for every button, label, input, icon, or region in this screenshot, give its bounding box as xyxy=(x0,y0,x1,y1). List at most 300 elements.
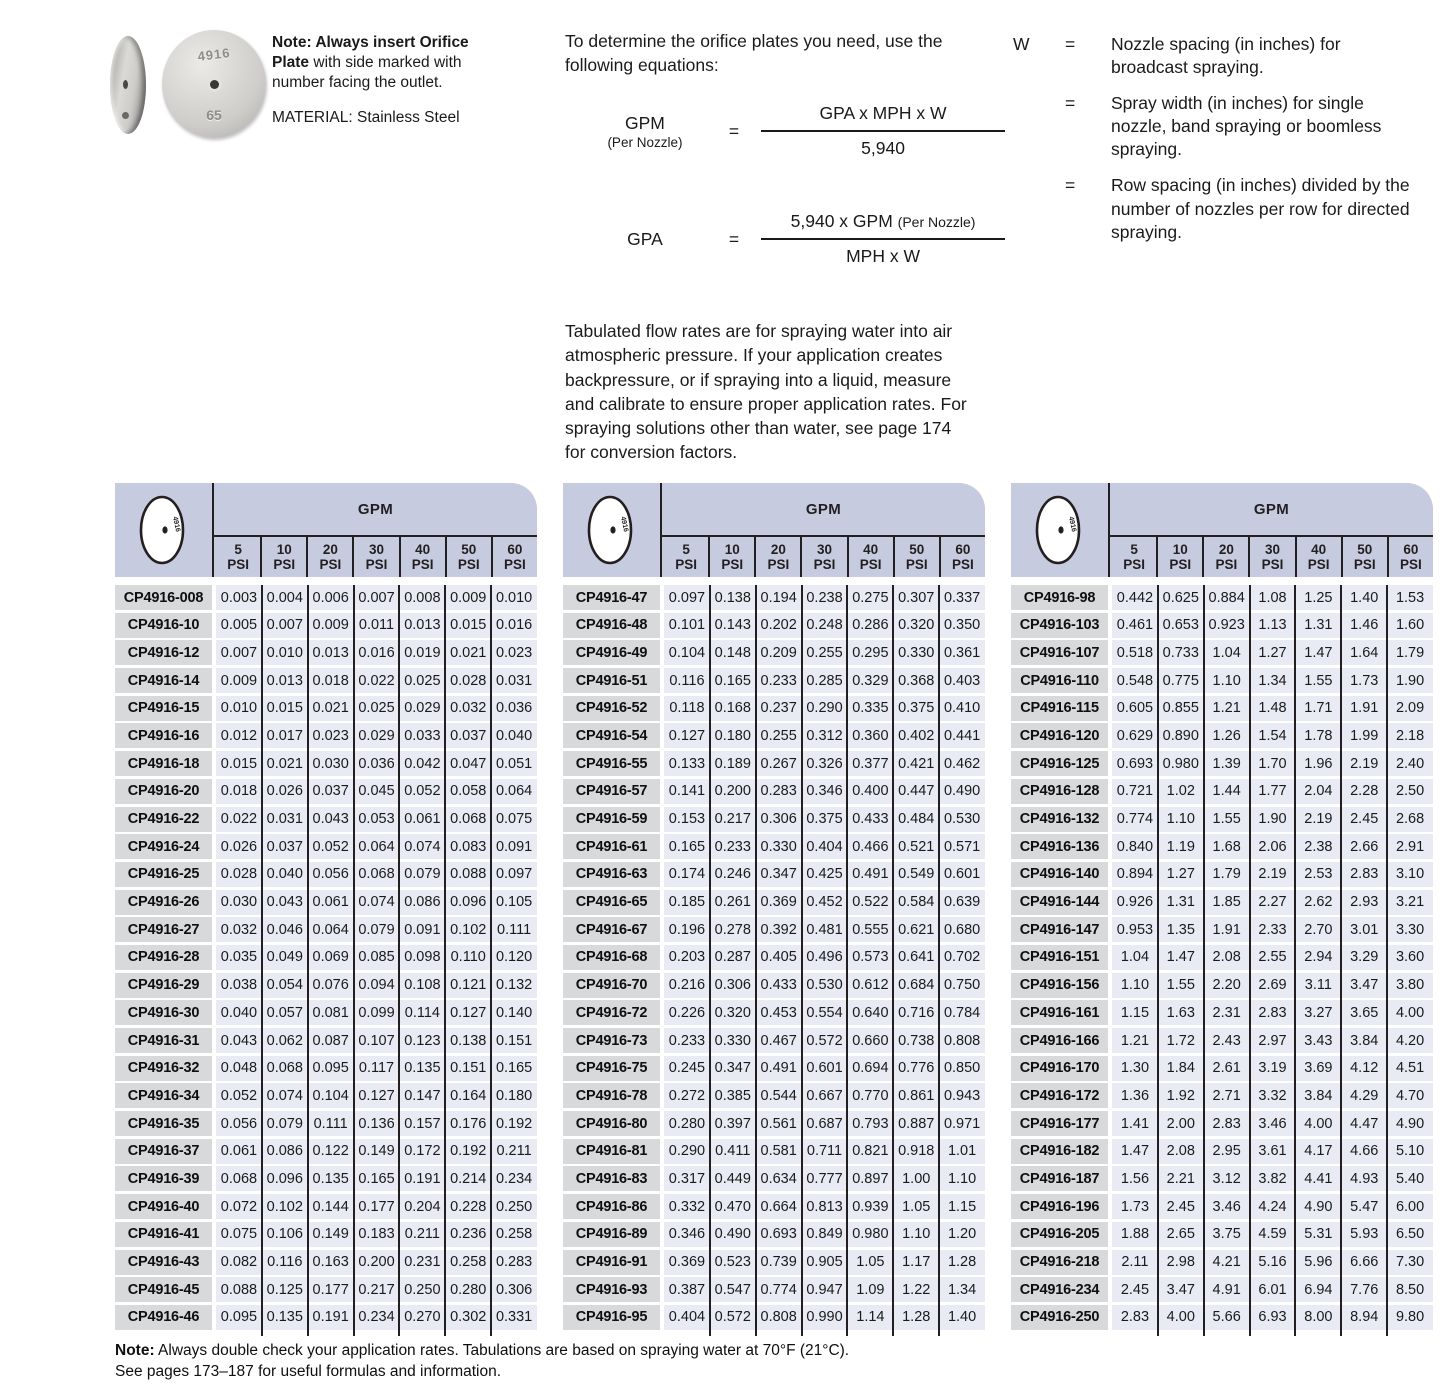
gpm-value: 0.097 xyxy=(668,589,706,606)
gpm-value: 0.775 xyxy=(1162,672,1199,689)
psi-column-header: 60 PSI xyxy=(491,537,537,577)
gpm-value: 0.278 xyxy=(714,921,751,938)
table-row xyxy=(115,1139,537,1164)
gpm-values xyxy=(664,862,985,887)
gpm-value: 0.491 xyxy=(852,866,889,883)
gpm-value: 0.120 xyxy=(495,949,533,966)
gpm-value: 0.075 xyxy=(495,811,533,827)
gpm-value: 1.05 xyxy=(856,1254,885,1270)
table-row xyxy=(563,640,985,665)
tabulated-flow-note: Tabulated flow rates are for spraying water into air atmospheric pressure. If your application creates backpressure, or if spraying into a liquid, measure and calibrate to ensure proper application rates. For spraying solutions other than water, see page 174 for conversion factors. xyxy=(565,321,967,462)
gpm-value: 5.47 xyxy=(1350,1198,1379,1215)
gpm-values xyxy=(216,1083,537,1108)
table-row xyxy=(563,696,985,721)
orifice-plate-icon xyxy=(563,483,660,577)
gpm-value: 0.204 xyxy=(404,1198,441,1215)
gpm-value: 0.021 xyxy=(312,700,349,717)
gpm-value: 1.01 xyxy=(947,1143,977,1160)
table-row xyxy=(115,1028,537,1053)
gpm-value: 0.025 xyxy=(404,672,441,689)
gpm-value: 1.10 xyxy=(1166,811,1195,827)
gpm-value: 0.739 xyxy=(760,1254,797,1270)
gpm-value: 3.60 xyxy=(1395,949,1425,966)
gpm-value: 0.147 xyxy=(404,1087,441,1104)
gpm-value: 2.68 xyxy=(1395,811,1425,827)
part-number: CP4916-83 xyxy=(563,1166,660,1191)
gpm-value: 2.00 xyxy=(1166,1115,1195,1132)
gpm-value: 0.021 xyxy=(266,755,303,772)
gpm-value: 0.555 xyxy=(852,921,889,938)
gpm-values xyxy=(216,723,537,748)
gpm-value: 0.926 xyxy=(1116,894,1154,911)
gpm-value: 1.35 xyxy=(1166,921,1195,938)
gpm-value: 0.106 xyxy=(266,1226,303,1243)
gpm-value: 0.233 xyxy=(760,672,797,689)
gpm-value: 0.808 xyxy=(760,1309,797,1326)
flow-rate-table-2 xyxy=(563,483,985,1339)
gpm-value: 1.64 xyxy=(1350,644,1379,661)
gpm-value: 0.189 xyxy=(714,755,751,772)
table-row xyxy=(115,640,537,665)
gpm-value: 0.347 xyxy=(714,1060,751,1077)
gpm-value: 2.45 xyxy=(1350,811,1379,827)
gpm-value: 0.530 xyxy=(943,811,981,827)
table-row xyxy=(115,834,537,859)
w-definition-text: Spray width (in inches) for single nozzle, band spraying or boomless spraying. xyxy=(1111,93,1382,160)
gpm-value: 1.27 xyxy=(1166,866,1195,883)
gpm-value: 0.641 xyxy=(898,949,935,966)
gpm-value: 0.369 xyxy=(760,894,797,911)
gpm-value: 0.484 xyxy=(898,811,935,827)
table-row xyxy=(1011,834,1433,859)
gpm-value: 0.191 xyxy=(312,1309,349,1326)
gpm-value: 0.140 xyxy=(495,1004,533,1021)
table-row xyxy=(115,1166,537,1191)
gpm-value: 0.687 xyxy=(806,1115,843,1132)
gpm-values xyxy=(216,1139,537,1164)
gpm-value: 3.82 xyxy=(1258,1170,1287,1187)
gpm-value: 0.601 xyxy=(806,1060,843,1077)
gpm-value: 0.098 xyxy=(404,949,441,966)
part-number: CP4916-20 xyxy=(115,779,212,804)
gpm-value: 0.209 xyxy=(760,644,797,661)
part-number: CP4916-234 xyxy=(1011,1277,1108,1302)
gpm-value: 1.47 xyxy=(1304,644,1333,661)
table-header xyxy=(115,483,537,577)
gpm-value: 0.442 xyxy=(1116,589,1154,606)
gpm-value: 0.069 xyxy=(312,949,349,966)
gpm-value: 2.70 xyxy=(1304,921,1333,938)
table-row xyxy=(563,779,985,804)
gpm-value: 1.36 xyxy=(1120,1087,1150,1104)
gpm-value: 0.043 xyxy=(266,894,303,911)
gpm-value: 4.17 xyxy=(1304,1143,1333,1160)
gpm-value: 1.41 xyxy=(1120,1115,1150,1132)
gpm-value: 0.433 xyxy=(852,811,889,827)
table-row xyxy=(115,1111,537,1136)
gpm-value: 0.104 xyxy=(668,644,706,661)
gpm-value: 1.85 xyxy=(1212,894,1241,911)
gpm-value: 0.157 xyxy=(404,1115,441,1132)
table-row xyxy=(563,1222,985,1247)
table-row xyxy=(563,807,985,832)
gpm-value: 2.40 xyxy=(1395,755,1425,772)
gpm-values xyxy=(216,1222,537,1247)
gpm-value: 0.808 xyxy=(943,1032,981,1049)
gpm-value: 1.47 xyxy=(1166,949,1195,966)
gpm-value: 0.088 xyxy=(450,866,487,883)
gpm-values xyxy=(664,779,985,804)
table-row xyxy=(115,723,537,748)
gpm-value: 4.59 xyxy=(1258,1226,1287,1243)
psi-column-header: 60 PSI xyxy=(939,537,985,577)
gpm-value: 0.307 xyxy=(898,589,935,606)
gpm-value: 1.00 xyxy=(902,1170,931,1187)
gpm-value: 0.612 xyxy=(852,977,889,994)
part-number: CP4916-147 xyxy=(1011,917,1108,942)
gpm-value: 1.10 xyxy=(1120,977,1150,994)
gpm-value: 0.028 xyxy=(220,866,258,883)
gpm-values xyxy=(1112,1305,1433,1330)
table-row xyxy=(563,862,985,887)
gpm-value: 2.61 xyxy=(1212,1060,1241,1077)
gpm-values xyxy=(1112,1056,1433,1081)
gpm-value: 0.127 xyxy=(358,1087,395,1104)
gpm-value: 1.14 xyxy=(856,1309,885,1326)
gpm-value: 0.421 xyxy=(898,755,935,772)
gpm-value: 0.029 xyxy=(404,700,441,717)
gpm-values xyxy=(216,779,537,804)
gpm-value: 2.65 xyxy=(1166,1226,1195,1243)
gpm-value: 0.884 xyxy=(1208,589,1245,606)
part-number: CP4916-57 xyxy=(563,779,660,804)
table-row xyxy=(115,585,537,610)
psi-column-header: 40 PSI xyxy=(1295,537,1341,577)
part-number: CP4916-24 xyxy=(115,834,212,859)
gpm-value: 0.693 xyxy=(1116,755,1154,772)
gpm-equation-lhs xyxy=(583,113,707,150)
gpm-value: 0.153 xyxy=(668,811,706,827)
gpm-header: GPM xyxy=(1253,500,1290,518)
part-number: CP4916-67 xyxy=(563,917,660,942)
gpm-value: 0.107 xyxy=(358,1032,395,1049)
gpm-value: 0.010 xyxy=(495,589,533,606)
gpm-value: 2.95 xyxy=(1212,1143,1241,1160)
gpm-values xyxy=(664,1111,985,1136)
gpm-value: 4.00 xyxy=(1304,1115,1333,1132)
gpm-value: 0.317 xyxy=(668,1170,706,1187)
gpm-value: 5.40 xyxy=(1395,1170,1425,1187)
gpm-value: 1.28 xyxy=(947,1254,977,1270)
table-header xyxy=(1011,483,1433,577)
gpm-value: 0.052 xyxy=(220,1087,258,1104)
part-number: CP4916-37 xyxy=(115,1139,212,1164)
table-row xyxy=(1011,917,1433,942)
gpm-value: 0.011 xyxy=(358,617,395,634)
psi-column-header: 50 PSI xyxy=(1341,537,1387,577)
gpm-value: 0.361 xyxy=(943,644,981,661)
gpm-value: 1.91 xyxy=(1212,921,1241,938)
table-row xyxy=(563,890,985,915)
table-row xyxy=(563,973,985,998)
gpm-value: 0.246 xyxy=(714,866,751,883)
gpm-value: 0.009 xyxy=(312,617,349,634)
gpm-value: 0.200 xyxy=(714,783,751,800)
part-number: CP4916-73 xyxy=(563,1028,660,1053)
part-number: CP4916-51 xyxy=(563,668,660,693)
gpm-values xyxy=(1112,1277,1433,1302)
table-row xyxy=(1011,807,1433,832)
gpm-value: 0.010 xyxy=(220,700,258,717)
equals-sign: = xyxy=(1065,34,1076,54)
gpm-value: 0.057 xyxy=(266,1004,303,1021)
part-number: CP4916-45 xyxy=(115,1277,212,1302)
gpm-values xyxy=(1112,1194,1433,1219)
part-number: CP4916-46 xyxy=(115,1305,212,1330)
gpm-value: 1.70 xyxy=(1258,755,1287,772)
gpm-value: 4.29 xyxy=(1350,1087,1379,1104)
gpm-value: 0.043 xyxy=(220,1032,258,1049)
gpm-value: 6.01 xyxy=(1258,1281,1287,1298)
gpm-value: 0.180 xyxy=(714,727,751,744)
gpm-value: 0.185 xyxy=(668,894,706,911)
gpm-value: 0.136 xyxy=(358,1115,395,1132)
gpm-value: 0.548 xyxy=(1116,672,1154,689)
gpm-value: 0.481 xyxy=(806,921,843,938)
gpm-value: 0.088 xyxy=(220,1281,258,1298)
gpm-value: 0.385 xyxy=(714,1087,751,1104)
gpm-value: 0.180 xyxy=(495,1087,533,1104)
gpm-value: 3.29 xyxy=(1350,949,1379,966)
gpm-value: 0.287 xyxy=(714,949,751,966)
gpm-header: GPM xyxy=(357,500,394,518)
gpm-value: 0.026 xyxy=(220,838,258,855)
gpm-value: 0.151 xyxy=(495,1032,533,1049)
table-row xyxy=(1011,1139,1433,1164)
part-number: CP4916-125 xyxy=(1011,751,1108,776)
gpm-value: 0.110 xyxy=(450,949,486,966)
gpm-value: 1.28 xyxy=(902,1309,931,1326)
gpm-value: 1.17 xyxy=(902,1254,931,1270)
part-number: CP4916-12 xyxy=(115,640,212,665)
gpm-value: 0.286 xyxy=(852,617,889,634)
gpm-value: 1.96 xyxy=(1304,755,1333,772)
equals-sign: = xyxy=(728,228,740,249)
gpm-value: 0.004 xyxy=(266,589,303,606)
gpm-value: 2.08 xyxy=(1166,1143,1195,1160)
part-number: CP4916-250 xyxy=(1011,1305,1108,1330)
part-number: CP4916-98 xyxy=(1011,585,1108,610)
gpm-value: 0.075 xyxy=(220,1226,258,1243)
gpm-values xyxy=(1112,917,1433,942)
table-row xyxy=(115,751,537,776)
gpm-value: 3.47 xyxy=(1350,977,1379,994)
gpm-value: 8.00 xyxy=(1304,1309,1333,1326)
gpm-value: 0.068 xyxy=(266,1060,303,1077)
psi-column-header: 50 PSI xyxy=(445,537,491,577)
gpm-value: 0.010 xyxy=(266,644,303,661)
gpm-value: 5.31 xyxy=(1304,1226,1333,1243)
gpm-values xyxy=(664,613,985,638)
gpm-value: 0.320 xyxy=(714,1004,751,1021)
table-rows xyxy=(115,585,537,1333)
gpm-value: 1.31 xyxy=(1304,617,1333,634)
part-number: CP4916-14 xyxy=(115,668,212,693)
table-row xyxy=(1011,1111,1433,1136)
gpm-value: 6.93 xyxy=(1258,1309,1287,1326)
gpm-values xyxy=(664,1056,985,1081)
table-row xyxy=(1011,613,1433,638)
gpm-values xyxy=(664,1083,985,1108)
gpm-values xyxy=(216,751,537,776)
gpm-value: 4.00 xyxy=(1395,1004,1425,1021)
gpm-value: 0.270 xyxy=(404,1309,441,1326)
gpm-value: 0.897 xyxy=(852,1170,889,1187)
gpm-value: 0.040 xyxy=(266,866,303,883)
gpm-value: 0.404 xyxy=(668,1309,706,1326)
part-number: CP4916-80 xyxy=(563,1111,660,1136)
gpm-value: 2.45 xyxy=(1120,1281,1150,1298)
gpm-values xyxy=(664,723,985,748)
gpm-value: 0.332 xyxy=(668,1198,706,1215)
gpm-value: 0.918 xyxy=(898,1143,935,1160)
gpm-value: 0.079 xyxy=(404,866,441,883)
gpm-value: 0.118 xyxy=(669,700,705,717)
gpm-value: 0.135 xyxy=(404,1060,441,1077)
gpm-value: 2.91 xyxy=(1395,838,1425,855)
gpm-values xyxy=(1112,751,1433,776)
gpm-value: 0.601 xyxy=(943,866,981,883)
gpm-value: 0.116 xyxy=(267,1254,303,1270)
gpm-value: 0.228 xyxy=(450,1198,487,1215)
gpm-value: 0.369 xyxy=(668,1254,706,1270)
gpm-value: 1.60 xyxy=(1395,617,1425,634)
gpm-value: 2.19 xyxy=(1258,866,1287,883)
table-row xyxy=(1011,1194,1433,1219)
part-number: CP4916-78 xyxy=(563,1083,660,1108)
gpm-value: 0.053 xyxy=(358,811,395,827)
gpm-value: 4.91 xyxy=(1212,1281,1241,1298)
gpm-value: 0.012 xyxy=(220,727,258,744)
psi-column-header: 10 PSI xyxy=(708,537,754,577)
gpm-value: 0.840 xyxy=(1116,838,1154,855)
orifice-plate-icon xyxy=(1011,483,1108,577)
gpa-fraction xyxy=(761,211,1005,267)
gpm-value: 0.017 xyxy=(266,727,303,744)
gpm-value: 3.12 xyxy=(1212,1170,1241,1187)
gpm-value: 0.625 xyxy=(1162,589,1199,606)
gpm-value: 2.69 xyxy=(1258,977,1287,994)
table-row xyxy=(115,613,537,638)
gpm-value: 0.561 xyxy=(760,1115,797,1132)
gpm-value: 2.98 xyxy=(1166,1254,1195,1270)
gpm-value: 0.095 xyxy=(220,1309,258,1326)
gpm-value: 0.192 xyxy=(495,1115,533,1132)
gpm-value: 0.387 xyxy=(668,1281,706,1298)
gpm-value: 0.233 xyxy=(714,838,751,855)
gpm-values xyxy=(216,1250,537,1275)
gpm-value: 4.24 xyxy=(1258,1198,1287,1215)
w-symbol-spacer xyxy=(1013,92,1065,161)
gpm-value: 1.10 xyxy=(902,1226,931,1243)
gpm-value: 1.04 xyxy=(1212,644,1241,661)
gpm-value: 0.097 xyxy=(495,866,533,883)
gpm-value: 1.21 xyxy=(1120,1032,1150,1049)
psi-column-header: 20 PSI xyxy=(1202,537,1248,577)
psi-column-header: 60 PSI xyxy=(1387,537,1433,577)
gpm-values xyxy=(1112,973,1433,998)
w-symbol-spacer xyxy=(1013,174,1065,243)
gpm-value: 1.55 xyxy=(1212,811,1241,827)
gpm-value: 0.141 xyxy=(668,783,706,800)
gpm-value: 1.19 xyxy=(1166,838,1195,855)
table-row xyxy=(1011,945,1433,970)
gpm-value: 1.71 xyxy=(1304,700,1333,717)
gpm-value: 2.27 xyxy=(1258,894,1287,911)
part-number: CP4916-25 xyxy=(115,862,212,887)
gpm-value: 4.90 xyxy=(1395,1115,1425,1132)
table-row xyxy=(115,1277,537,1302)
gpm-value: 0.121 xyxy=(450,977,487,994)
gpm-value: 0.721 xyxy=(1116,783,1154,800)
gpm-value: 0.584 xyxy=(898,894,935,911)
gpm-value: 0.058 xyxy=(450,783,487,800)
gpm-value: 0.061 xyxy=(312,894,349,911)
gpm-value: 1.55 xyxy=(1166,977,1195,994)
gpm-value: 0.036 xyxy=(358,755,395,772)
gpm-value: 4.93 xyxy=(1350,1170,1379,1187)
gpm-value: 0.015 xyxy=(266,700,303,717)
gpm-value: 0.022 xyxy=(220,811,258,827)
gpm-value: 3.84 xyxy=(1350,1032,1379,1049)
part-number: CP4916-30 xyxy=(115,1000,212,1025)
gpm-value: 0.026 xyxy=(266,783,303,800)
gpm-value: 0.216 xyxy=(668,977,706,994)
gpm-value: 0.046 xyxy=(266,921,303,938)
gpm-value: 0.202 xyxy=(760,617,797,634)
gpm-value: 0.005 xyxy=(220,617,258,634)
part-number: CP4916-166 xyxy=(1011,1028,1108,1053)
part-number: CP4916-34 xyxy=(115,1083,212,1108)
gpm-values xyxy=(1112,640,1433,665)
part-number: CP4916-177 xyxy=(1011,1111,1108,1136)
gpm-value: 0.680 xyxy=(943,921,981,938)
part-number: CP4916-70 xyxy=(563,973,660,998)
gpm-value: 2.33 xyxy=(1258,921,1287,938)
gpm-value: 0.403 xyxy=(943,672,981,689)
gpm-value: 0.523 xyxy=(714,1254,751,1270)
w-definition-row xyxy=(1013,92,1415,161)
table-row xyxy=(1011,1056,1433,1081)
gpm-value: 0.639 xyxy=(943,894,981,911)
gpm-value: 0.037 xyxy=(450,727,487,744)
part-number: CP4916-93 xyxy=(563,1277,660,1302)
table-row xyxy=(563,1250,985,1275)
psi-column-header: 30 PSI xyxy=(800,537,846,577)
gpm-value: 1.47 xyxy=(1120,1143,1150,1160)
gpm-value: 2.43 xyxy=(1212,1032,1241,1049)
psi-column-header: 40 PSI xyxy=(399,537,445,577)
gpm-value: 2.94 xyxy=(1304,949,1333,966)
gpm-value: 0.250 xyxy=(404,1281,441,1298)
table-row xyxy=(563,1000,985,1025)
gpm-value: 0.234 xyxy=(495,1170,533,1187)
table-row xyxy=(563,1028,985,1053)
gpm-value: 0.320 xyxy=(898,617,935,634)
gpm-value: 2.38 xyxy=(1304,838,1333,855)
gpm-values xyxy=(1112,1028,1433,1053)
gpm-value: 0.326 xyxy=(806,755,843,772)
